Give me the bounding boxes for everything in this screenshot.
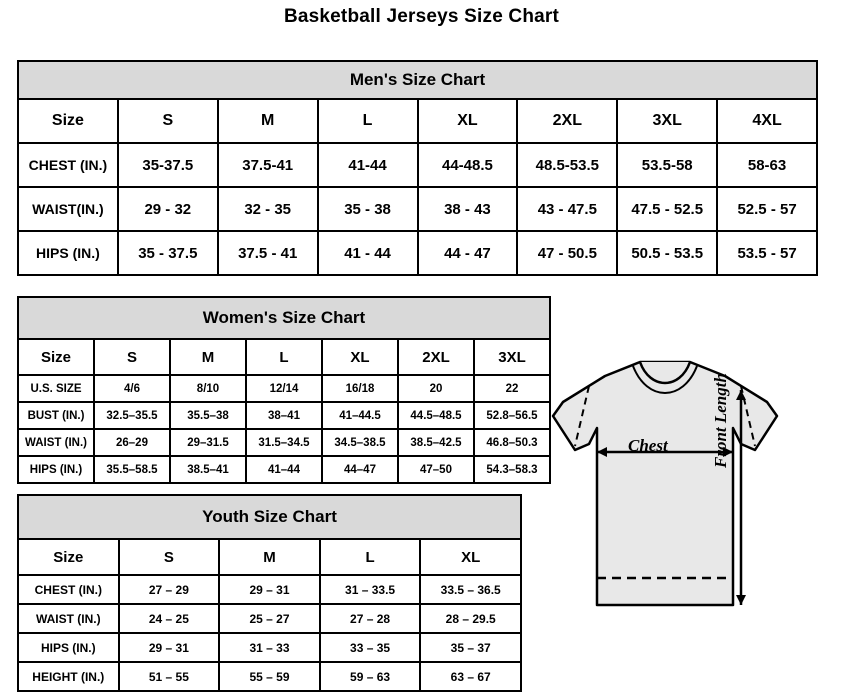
cell-bust-3xl: 52.8–56.5 [474,402,550,429]
cell-waist-xl: 28 – 29.5 [420,604,521,633]
table-row [18,662,521,691]
cell-hips-m: 37.5 - 41 [218,231,318,275]
cell-bust-s: 32.5–35.5 [94,402,170,429]
cell-hips-xl: 44 - 47 [418,231,518,275]
cell-hips-xl: 44–47 [322,456,398,483]
cell-hips-2xl: 47 - 50.5 [517,231,617,275]
column-header-l: L [318,99,418,143]
jersey-illustration [545,350,835,670]
cell-height-m: 55 – 59 [219,662,320,691]
column-header-l: L [246,339,322,375]
table-header-row [18,539,521,575]
column-header-m: M [219,539,320,575]
cell-chest-2xl: 48.5-53.5 [517,143,617,187]
cell-waist-l: 35 - 38 [318,187,418,231]
cell-waist-xl: 38 - 43 [418,187,518,231]
cell-hips-3xl: 54.3–58.3 [474,456,550,483]
cell-chest-m: 29 – 31 [219,575,320,604]
table-row [18,231,817,275]
column-header-2xl: 2XL [398,339,474,375]
page-title: Basketball Jerseys Size Chart [283,6,560,27]
cell-height-l: 59 – 63 [320,662,421,691]
cell-hips-2xl: 47–50 [398,456,474,483]
table-row [18,575,521,604]
cell-hips-s: 29 – 31 [119,633,220,662]
cell-waist-xl: 34.5–38.5 [322,429,398,456]
column-header-l: L [320,539,421,575]
cell-ussize-xl: 16/18 [322,375,398,402]
cell-bust-2xl: 44.5–48.5 [398,402,474,429]
cell-height-xl: 63 – 67 [420,662,521,691]
table-title-row [18,61,817,99]
table-row [18,143,817,187]
cell-hips-m: 31 – 33 [219,633,320,662]
row-label-us-size: U.S. SIZE [18,375,94,402]
column-header-3xl: 3XL [474,339,550,375]
cell-waist-m: 32 - 35 [218,187,318,231]
table-title-row [18,297,550,339]
cell-waist-3xl: 47.5 - 52.5 [617,187,717,231]
front-length-arrow-bottom [736,595,746,605]
cell-chest-l: 41-44 [318,143,418,187]
cell-chest-4xl: 58-63 [717,143,817,187]
column-header-m: M [170,339,246,375]
table-title-row [18,495,521,539]
womens-size-chart-table [17,296,551,484]
cell-chest-xl: 44-48.5 [418,143,518,187]
cell-waist-4xl: 52.5 - 57 [717,187,817,231]
cell-ussize-m: 8/10 [170,375,246,402]
column-header-size: Size [18,539,119,575]
column-header-3xl: 3XL [617,99,717,143]
table-row [18,402,550,429]
cell-hips-l: 33 – 35 [320,633,421,662]
cell-ussize-s: 4/6 [94,375,170,402]
mens-size-chart-table [17,60,818,276]
column-header-4xl: 4XL [717,99,817,143]
table-row [18,633,521,662]
table-row [18,187,817,231]
cell-waist-m: 29–31.5 [170,429,246,456]
column-header-size: Size [18,339,94,375]
row-label-hips: HIPS (IN.) [18,456,94,483]
column-header-s: S [118,99,218,143]
table-header-row [18,99,817,143]
cell-chest-xl: 33.5 – 36.5 [420,575,521,604]
cell-chest-3xl: 53.5-58 [617,143,717,187]
table-row [18,456,550,483]
column-header-s: S [119,539,220,575]
cell-chest-s: 27 – 29 [119,575,220,604]
cell-hips-xl: 35 – 37 [420,633,521,662]
cell-bust-m: 35.5–38 [170,402,246,429]
cell-bust-xl: 41–44.5 [322,402,398,429]
column-header-2xl: 2XL [517,99,617,143]
youth-chart-title: Youth Size Chart [18,495,521,539]
table-row [18,604,521,633]
row-label-bust: BUST (IN.) [18,402,94,429]
table-row [18,375,550,402]
cell-chest-m: 37.5-41 [218,143,318,187]
cell-ussize-2xl: 20 [398,375,474,402]
cell-waist-m: 25 – 27 [219,604,320,633]
cell-hips-3xl: 50.5 - 53.5 [617,231,717,275]
column-header-s: S [94,339,170,375]
cell-waist-2xl: 43 - 47.5 [517,187,617,231]
cell-chest-l: 31 – 33.5 [320,575,421,604]
chest-label: Chest [628,436,668,455]
cell-ussize-3xl: 22 [474,375,550,402]
cell-waist-l: 27 – 28 [320,604,421,633]
row-label-waist: WAIST(IN.) [18,187,118,231]
cell-ussize-l: 12/14 [246,375,322,402]
cell-waist-2xl: 38.5–42.5 [398,429,474,456]
mens-chart-title: Men's Size Chart [18,61,817,99]
cell-hips-m: 38.5–41 [170,456,246,483]
cell-hips-s: 35 - 37.5 [118,231,218,275]
jersey-measurement-diagram [545,350,835,670]
row-label-height: HEIGHT (IN.) [18,662,119,691]
row-label-hips: HIPS (IN.) [18,633,119,662]
front-length-label: Front Length [711,373,730,468]
cell-hips-l: 41 - 44 [318,231,418,275]
cell-waist-s: 26–29 [94,429,170,456]
youth-size-chart-table [17,494,522,692]
cell-waist-s: 24 – 25 [119,604,220,633]
column-header-xl: XL [420,539,521,575]
cell-hips-s: 35.5–58.5 [94,456,170,483]
column-header-m: M [218,99,318,143]
cell-bust-l: 38–41 [246,402,322,429]
table-row [18,429,550,456]
cell-waist-l: 31.5–34.5 [246,429,322,456]
row-label-waist: WAIST (IN.) [18,429,94,456]
row-label-waist: WAIST (IN.) [18,604,119,633]
column-header-xl: XL [418,99,518,143]
cell-height-s: 51 – 55 [119,662,220,691]
cell-chest-s: 35-37.5 [118,143,218,187]
row-label-chest: CHEST (IN.) [18,575,119,604]
table-header-row [18,339,550,375]
cell-waist-3xl: 46.8–50.3 [474,429,550,456]
womens-chart-title: Women's Size Chart [18,297,550,339]
column-header-size: Size [18,99,118,143]
cell-waist-s: 29 - 32 [118,187,218,231]
cell-hips-4xl: 53.5 - 57 [717,231,817,275]
row-label-chest: CHEST (IN.) [18,143,118,187]
cell-hips-l: 41–44 [246,456,322,483]
row-label-hips: HIPS (IN.) [18,231,118,275]
column-header-xl: XL [322,339,398,375]
